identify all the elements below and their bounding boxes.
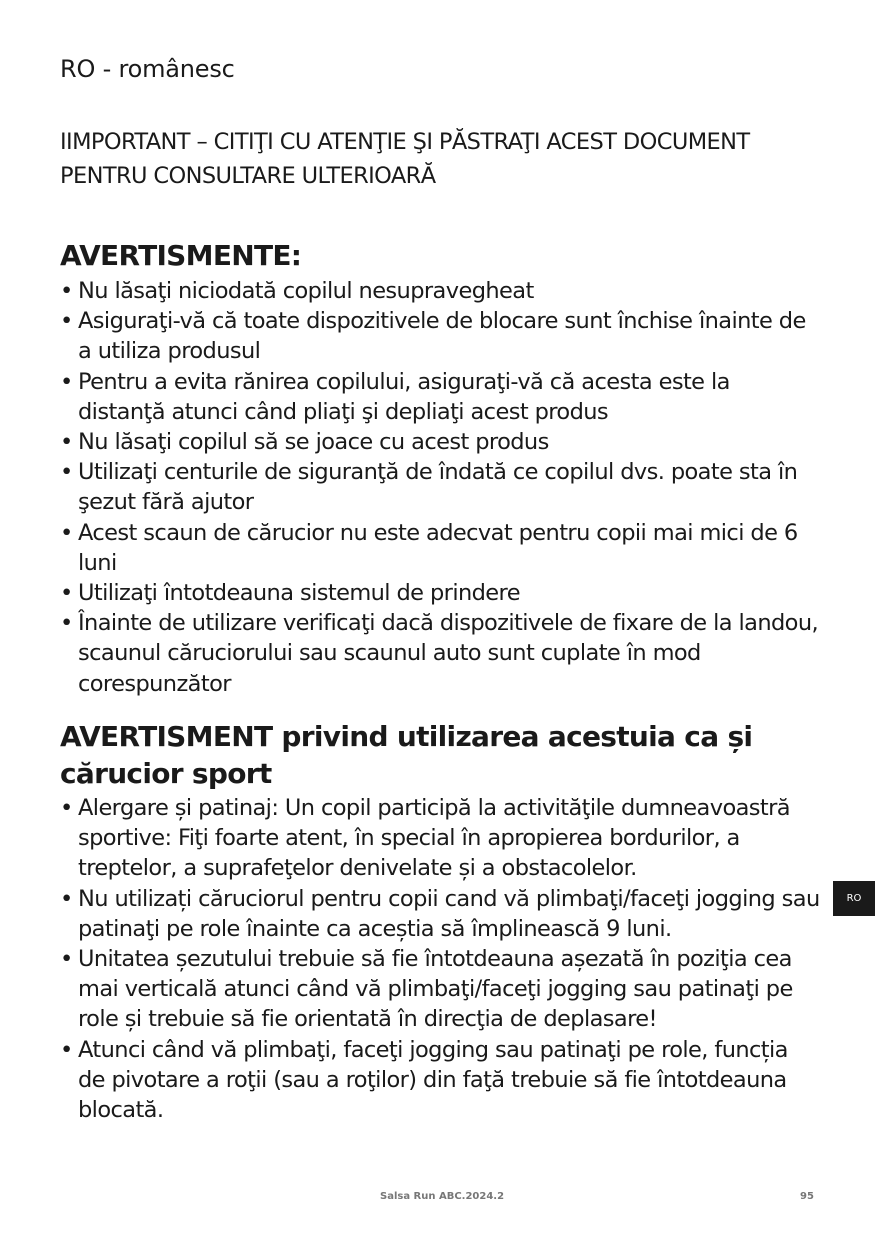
list-item: • Pentru a evita rănirea copilului, asiguraţi-vă că acesta este la distanţă atunci când pliaţi şi depliaţi acest produs [60, 367, 820, 427]
list-item: • Atunci când vă plimbaţi, faceţi jogging sau patinaţi pe role, funcția de pivotare a roţii (sau a roţilor) din faţă trebuie să fie întotdeauna blocată. [60, 1035, 820, 1126]
list-item: • Asiguraţi-vă că toate dispozitivele de blocare sunt închise înainte de a utiliza produsul [60, 306, 820, 366]
list-item: • Nu utilizați căruciorul pentru copii cand vă plimbaţi/faceţi jogging sau patinaţi pe role înainte ca aceștia să împlinească 9 luni. [60, 884, 820, 944]
list-item: • Nu lăsaţi niciodată copilul nesupravegheat [60, 276, 820, 306]
list-item: • Utilizaţi întotdeauna sistemul de prindere [60, 578, 820, 608]
list-item: • Nu lăsaţi copilul să se joace cu acest produs [60, 427, 820, 457]
warnings-title: AVERTISMENTE: [60, 239, 302, 272]
warnings-list [60, 276, 820, 699]
side-tab-label: RO [846, 893, 862, 904]
important-notice: IIMPORTANT – CITIŢI CU ATENŢIE ŞI PĂSTRAŢI ACEST DOCUMENT PENTRU CONSULTARE ULTERIOARĂ [60, 129, 750, 189]
list-item: • Acest scaun de cărucior nu este adecvat pentru copii mai mici de 6 luni [60, 518, 820, 578]
list-item: • Utilizaţi centurile de siguranţă de îndată ce copilul dvs. poate sta în şezut fără ajutor [60, 457, 820, 517]
footer-document-name: Salsa Run ABC.2024.2 [380, 1191, 505, 1202]
list-item: • Alergare și patinaj: Un copil participă la activităţile dumneavoastră sportive: Fiţi foarte atent, în special în apropierea bordurilor, a treptelor, a suprafeţelor denivelate și a obstacolelor. [60, 793, 820, 884]
sport-warning-title: AVERTISMENT privind utilizarea acestuia ca și cărucior sport [60, 720, 753, 790]
list-item: • Înainte de utilizare verificaţi dacă dispozitivele de fixare de la landou, scaunul căruciorului sau scaunul auto sunt cuplate în mod corespunzător [60, 608, 820, 699]
language-side-tab [833, 881, 875, 916]
sport-warning-list [60, 793, 820, 1125]
list-item: • Unitatea șezutului trebuie să fie întotdeauna așezată în poziţia cea mai verticală atunci când vă plimbaţi/faceţi jogging sau patinaţi pe role și trebuie să fie orientată în direcţia de deplasare! [60, 944, 820, 1035]
page-number: 95 [800, 1191, 814, 1202]
language-header: RO - românesc [60, 55, 235, 83]
